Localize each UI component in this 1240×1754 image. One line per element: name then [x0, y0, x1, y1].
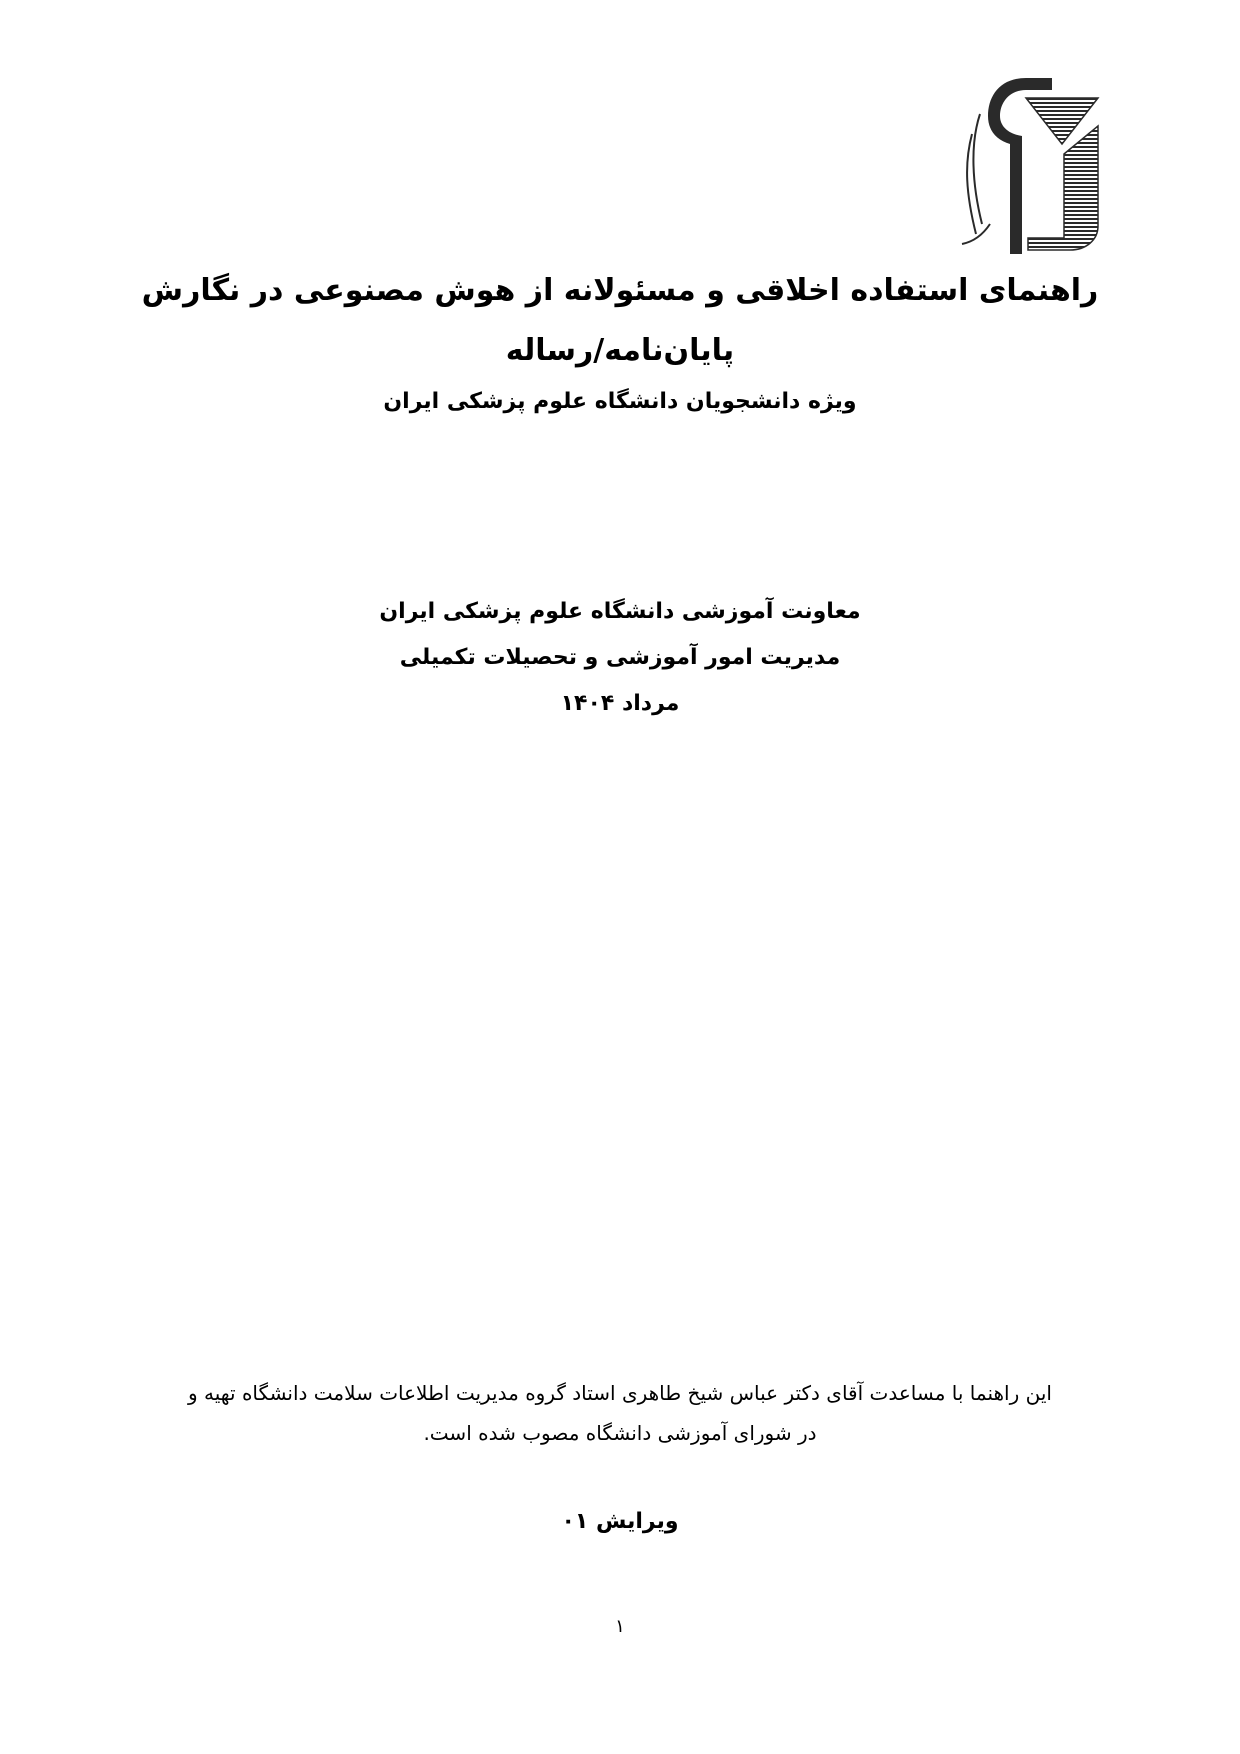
organization-line-1: معاونت آموزشی دانشگاه علوم پزشکی ایران: [379, 599, 861, 624]
university-logo-icon: [960, 74, 1100, 260]
acknowledgement-line-1: این راهنما با مساعدت آقای دکتر عباس شیخ طاهری استاد گروه مدیریت اطلاعات سلامت دانشگاه تهیه و: [188, 1381, 1052, 1405]
document-title-line-2: پایان‌نامه/رساله: [505, 333, 735, 368]
publication-date: مرداد ۱۴۰۴: [560, 691, 680, 716]
university-logo: [960, 74, 1100, 260]
page-number: ۱: [615, 1616, 625, 1637]
acknowledgement-line-2: در شورای آموزشی دانشگاه مصوب شده است.: [423, 1421, 817, 1445]
organization-line-2: مدیریت امور آموزشی و تحصیلات تکمیلی: [399, 645, 841, 670]
document-subtitle: ویژه دانشجویان دانشگاه علوم پزشکی ایران: [383, 389, 857, 414]
document-title-line-1: راهنمای استفاده اخلاقی و مسئولانه از هوش مصنوعی در نگارش: [141, 273, 1099, 308]
version-label: ویرایش ۰۱: [561, 1509, 679, 1534]
